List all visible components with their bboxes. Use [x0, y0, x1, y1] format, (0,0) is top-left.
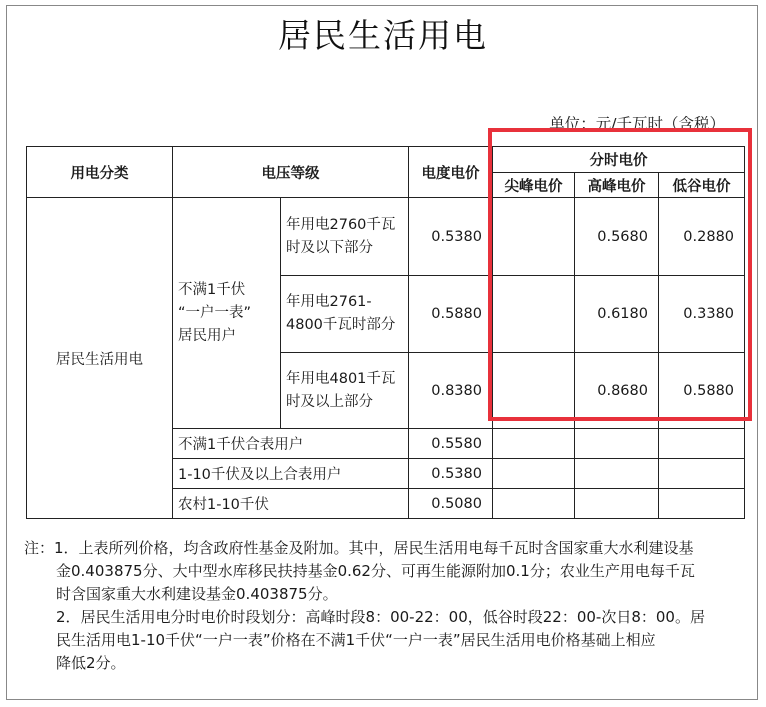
user-type-cell: 农村1-10千伏: [173, 489, 409, 519]
note-line: 注：1．上表所列价格，均含政府性基金及附加。其中，居民生活用电每千瓦时含国家重大水利建设基: [24, 539, 694, 557]
peak-cell: 0.8680: [575, 353, 659, 429]
peak-cell: 0.5680: [575, 198, 659, 276]
table-row: [27, 198, 745, 276]
user-type-cell: 不满1千伏合表用户: [173, 429, 409, 459]
price-table: [26, 146, 745, 519]
price-cell: 0.5380: [409, 198, 493, 276]
tier-cell: 年用电2761-4800千瓦时部分: [281, 276, 409, 353]
peak-sharp-cell: [493, 198, 575, 276]
note-line: 金0.403875分、大中型水库移民扶持基金0.62分、可再生能源附加0.1分；农业生产用电每千瓦: [56, 562, 695, 580]
note-line: 时含国家重大水利建设基金0.403875分。: [56, 585, 338, 603]
note-line: 降低2分。: [56, 654, 126, 672]
note-line: 民生活用电1-10千伏“一户一表”价格在不满1千伏“一户一表”居民生活用电价格基础上相应: [56, 631, 656, 649]
page-title: 居民生活用电: [278, 16, 488, 55]
header-peak-sharp: 尖峰电价: [493, 173, 575, 198]
header-voltage: 电压等级: [173, 147, 409, 198]
tier-cell: 年用电4801千瓦时及以上部分: [281, 353, 409, 429]
tier-cell: 年用电2760千瓦时及以下部分: [281, 198, 409, 276]
peak-sharp-cell: [493, 276, 575, 353]
user-type-cell: 1-10千伏及以上合表用户: [173, 459, 409, 489]
peak-sharp-cell: [493, 353, 575, 429]
header-price: 电度电价: [409, 147, 493, 198]
category-cell: 居民生活用电: [27, 198, 173, 519]
price-cell: 0.5880: [409, 276, 493, 353]
header-tou: 分时电价: [493, 147, 745, 173]
price-cell: 0.5380: [409, 459, 493, 489]
group-label-cell: 不满1千伏 “一户一表” 居民用户: [173, 198, 281, 429]
price-cell: 0.5580: [409, 429, 493, 459]
valley-cell: 0.2880: [659, 198, 745, 276]
header-peak: 高峰电价: [575, 173, 659, 198]
valley-cell: 0.5880: [659, 353, 745, 429]
notes: [24, 537, 746, 675]
note-line: 2．居民生活用电分时电价时段划分：高峰时段8：00-22：00，低谷时段22：00-次日8：00。居: [56, 608, 705, 626]
unit-label: 单位：元/千瓦时（含税）: [549, 115, 725, 133]
header-valley: 低谷电价: [659, 173, 745, 198]
valley-cell: 0.3380: [659, 276, 745, 353]
price-cell: 0.5080: [409, 489, 493, 519]
peak-cell: 0.6180: [575, 276, 659, 353]
header-category: 用电分类: [27, 147, 173, 198]
price-cell: 0.8380: [409, 353, 493, 429]
